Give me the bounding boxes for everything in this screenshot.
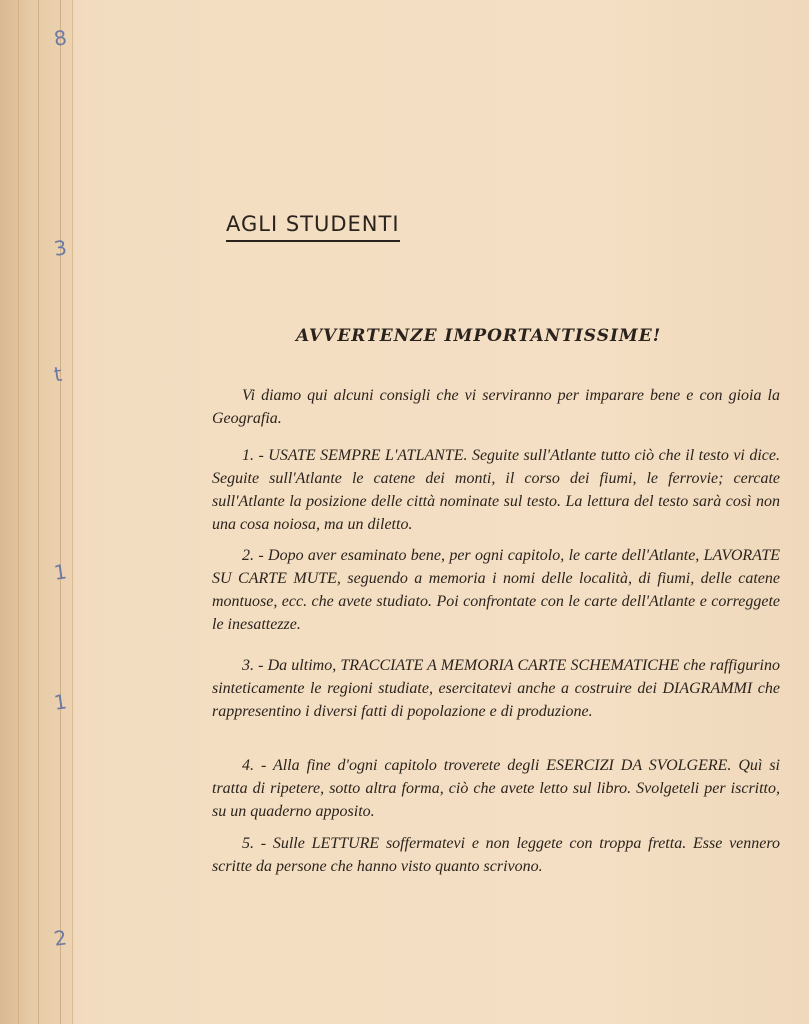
margin-pencil-mark: 3 — [52, 235, 69, 261]
margin-pencil-mark: 1 — [52, 689, 69, 715]
page-left-edge — [0, 0, 73, 1024]
advice-paragraph-5: 5. - Sulle LETTURE soffermatevi e non leggete con troppa fretta. Esse vennero scritte da persone che hanno visto quanto scrivono. — [212, 835, 780, 875]
margin-pencil-mark: 8 — [52, 25, 69, 51]
intro-paragraph: Vi diamo qui alcuni consigli che vi serviranno per imparare bene e con gioia la Geografia. — [212, 387, 780, 427]
page-edge-line — [18, 0, 19, 1024]
margin-pencil-mark: t — [52, 361, 64, 387]
page-title: AGLI STUDENTI — [226, 212, 400, 242]
advice-paragraph-1: 1. - USATE SEMPRE L'ATLANTE. Seguite sull'Atlante tutto ciò che il testo vi dice. Seguite sull'Atlante le catene dei monti, il corso dei fiumi, le ferrovie; cercate sull'Atlante la posizione delle città nominate sul testo. La lettura del testo sarà così non una cosa noiosa, ma un diletto. — [212, 447, 780, 533]
advice-paragraph-2: 2. - Dopo aver esaminato bene, per ogni capitolo, le carte dell'Atlante, LAVORATE SU CARTE MUTE, seguendo a memoria i nomi delle località, di fiumi, delle catene montuose, ecc. che avete studiato. Poi confrontate con le carte dell'Atlante e correggete le inesattezze. — [212, 547, 780, 633]
section-subtitle: AVVERTENZE IMPORTANTISSIME! — [296, 326, 662, 346]
margin-pencil-mark: 2 — [52, 925, 69, 951]
margin-pencil-mark: 1 — [52, 559, 69, 585]
page-edge-line — [60, 0, 61, 1024]
page-edge-line — [38, 0, 39, 1024]
advice-paragraph-3: 3. - Da ultimo, TRACCIATE A MEMORIA CARTE SCHEMATICHE che raffigurino sinteticamente le regioni studiate, esercitatevi anche a costruire dei DIAGRAMMI che rappresentino i diversi fatti di popolazione e di produzione. — [212, 657, 780, 720]
advice-paragraph-4: 4. - Alla fine d'ogni capitolo troverete degli ESERCIZI DA SVOLGERE. Quì si tratta di ripetere, sotto altra forma, ciò che avete letto sul libro. Svolgeteli per iscritto, su un quaderno apposito. — [212, 757, 780, 820]
